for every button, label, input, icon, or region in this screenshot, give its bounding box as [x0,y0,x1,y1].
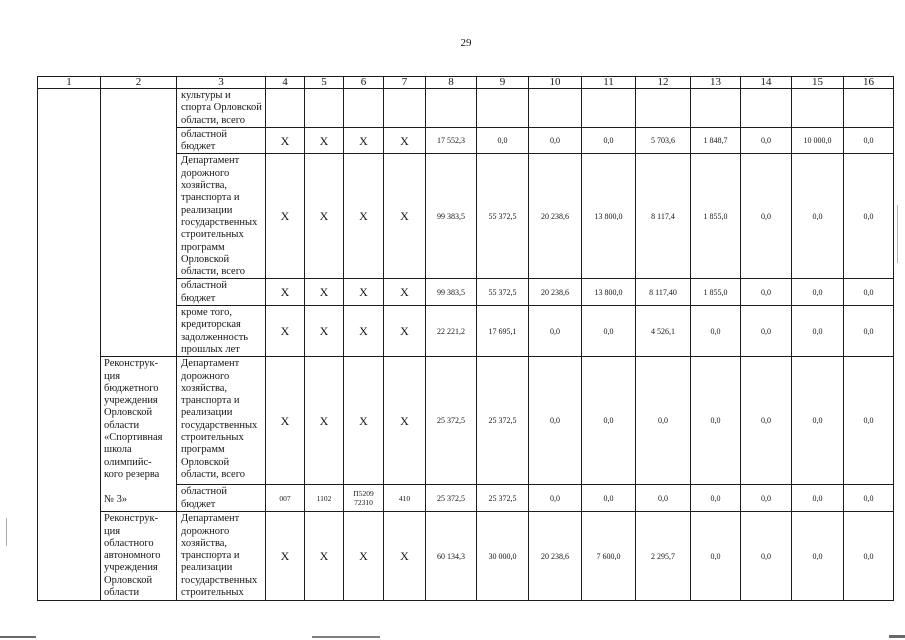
col-5-value: X [305,512,344,601]
col-9-value [477,89,529,128]
col-15-value: 0,0 [792,512,844,601]
header-col-10: 10 [529,77,582,89]
col-8-value: 22 221,2 [426,306,477,357]
col-6-value [344,89,384,128]
col-7-value: X [384,279,426,306]
header-col-5: 5 [305,77,344,89]
col-8-value: 99 383,5 [426,154,477,279]
col-8-value: 25 372,5 [426,357,477,485]
col-14-value: 0,0 [741,485,792,512]
col-11-value [582,89,636,128]
header-col-14: 14 [741,77,792,89]
col-8-value: 25 372,5 [426,485,477,512]
col-6-value: X [344,127,384,154]
funding-source-cell: Департамент дорожного хозяйства, транспорта и реализации государственных строительных программ Орловской области, всего [177,357,266,485]
col-12-value: 5 703,6 [636,127,691,154]
col-12-value [636,89,691,128]
header-col-1: 1 [38,77,101,89]
col-15-value: 0,0 [792,306,844,357]
col-15-value: 10 000,0 [792,127,844,154]
col-13-value: 0,0 [691,306,741,357]
col-12-value: 8 117,40 [636,279,691,306]
col-15-value: 0,0 [792,485,844,512]
header-col-6: 6 [344,77,384,89]
col-9-value: 25 372,5 [477,485,529,512]
table-row [38,89,894,128]
col-5-value: X [305,306,344,357]
col-15-value: 0,0 [792,154,844,279]
col-4-value: X [266,512,305,601]
scan-edge-mark [6,518,7,546]
col-15-value: 0,0 [792,279,844,306]
col-8-value: 60 134,3 [426,512,477,601]
col-16-value [844,89,894,128]
scan-edge-mark [889,635,905,638]
col-4-value [266,89,305,128]
col-12-value: 4 526,1 [636,306,691,357]
row-number-cell [38,89,101,601]
col-9-value: 0,0 [477,127,529,154]
col-11-value: 0,0 [582,127,636,154]
funding-source-cell: Департамент дорожного хозяйства, транспорта и реализации государственных строительных программ Орловской области, всего [177,154,266,279]
col-14-value: 0,0 [741,127,792,154]
col-6-value: X [344,357,384,485]
col-13-value: 1 855,0 [691,279,741,306]
header-col-11: 11 [582,77,636,89]
col-10-value: 20 238,6 [529,279,582,306]
col-5-code: 1102 [305,485,344,512]
col-14-value: 0,0 [741,279,792,306]
header-col-7: 7 [384,77,426,89]
col-7-value: X [384,306,426,357]
page-number: 29 [460,37,472,49]
col-13-value: 1 855,0 [691,154,741,279]
funding-source-cell: областной бюджет [177,279,266,306]
header-col-8: 8 [426,77,477,89]
col-16-value: 0,0 [844,279,894,306]
col-5-value [305,89,344,128]
col-13-value [691,89,741,128]
col-14-value: 0,0 [741,154,792,279]
funding-source-cell: областной бюджет [177,127,266,154]
funding-source-cell: Департамент дорожного хозяйства, транспорта и реализации государственных строительных [177,512,266,601]
col-9-value: 25 372,5 [477,357,529,485]
col-9-value: 55 372,5 [477,154,529,279]
header-col-16: 16 [844,77,894,89]
col-14-value: 0,0 [741,357,792,485]
col-8-value: 99 383,5 [426,279,477,306]
col-7-code: 410 [384,485,426,512]
col-9-value: 30 000,0 [477,512,529,601]
col-8-value: 17 552,3 [426,127,477,154]
scan-edge-mark [0,636,36,638]
col-4-value: X [266,306,305,357]
table-row [38,357,894,485]
col-10-value: 0,0 [529,127,582,154]
scan-edge-mark [897,205,898,263]
col-7-value: X [384,127,426,154]
col-10-value [529,89,582,128]
col-9-value: 55 372,5 [477,279,529,306]
col-5-value: X [305,154,344,279]
col-4-value: X [266,154,305,279]
col-14-value: 0,0 [741,306,792,357]
col-4-code: 007 [266,485,305,512]
col-4-value: X [266,279,305,306]
col-8-value [426,89,477,128]
col-9-value: 17 695,1 [477,306,529,357]
header-col-2: 2 [101,77,177,89]
col-6-value: X [344,279,384,306]
header-col-15: 15 [792,77,844,89]
col-16-value: 0,0 [844,485,894,512]
col-12-value: 2 295,7 [636,512,691,601]
col-13-value: 1 848,7 [691,127,741,154]
header-col-13: 13 [691,77,741,89]
budget-table [37,76,894,601]
col-10-value: 0,0 [529,357,582,485]
col-6-code: П5209 72310 [344,485,384,512]
col-12-value: 0,0 [636,485,691,512]
col-12-value: 8 117,4 [636,154,691,279]
funding-source-cell: кроме того, кредиторская задолженность прошлых лет [177,306,266,357]
col-11-value: 13 800,0 [582,279,636,306]
col-10-value: 20 238,6 [529,154,582,279]
col-7-value: X [384,154,426,279]
col-11-value: 0,0 [582,357,636,485]
col-7-value [384,89,426,128]
col-6-value: X [344,306,384,357]
col-13-value: 0,0 [691,485,741,512]
object-name-cell: Реконструк- ция бюджетного учреждения Орловской области «Спортивная школа олимпийс- кого резерва № 3» [101,357,177,512]
col-11-value: 0,0 [582,485,636,512]
col-16-value: 0,0 [844,127,894,154]
funding-source-cell: областной бюджет [177,485,266,512]
col-14-value [741,89,792,128]
col-10-value: 0,0 [529,485,582,512]
col-7-value: X [384,512,426,601]
col-16-value: 0,0 [844,154,894,279]
col-5-value: X [305,127,344,154]
col-4-value: X [266,127,305,154]
col-11-value: 13 800,0 [582,154,636,279]
col-5-value: X [305,357,344,485]
col-11-value: 0,0 [582,306,636,357]
col-13-value: 0,0 [691,512,741,601]
col-7-value: X [384,357,426,485]
object-name-cell [101,89,177,357]
col-16-value: 0,0 [844,357,894,485]
scan-edge-mark [312,636,380,638]
col-6-value: X [344,512,384,601]
header-col-3: 3 [177,77,266,89]
object-name-cell: Реконструк- ция областного автономного учреждения Орловской области [101,512,177,601]
col-16-value: 0,0 [844,306,894,357]
col-10-value: 0,0 [529,306,582,357]
col-15-value [792,89,844,128]
funding-source-cell: культуры и спорта Орловской области, всего [177,89,266,128]
col-6-value: X [344,154,384,279]
header-col-9: 9 [477,77,529,89]
header-col-4: 4 [266,77,305,89]
col-5-value: X [305,279,344,306]
col-15-value: 0,0 [792,357,844,485]
table-row [38,512,894,601]
col-4-value: X [266,357,305,485]
col-14-value: 0,0 [741,512,792,601]
header-col-12: 12 [636,77,691,89]
col-13-value: 0,0 [691,357,741,485]
col-10-value: 20 238,6 [529,512,582,601]
table-header-row [38,77,894,89]
col-12-value: 0,0 [636,357,691,485]
col-11-value: 7 600,0 [582,512,636,601]
col-16-value: 0,0 [844,512,894,601]
